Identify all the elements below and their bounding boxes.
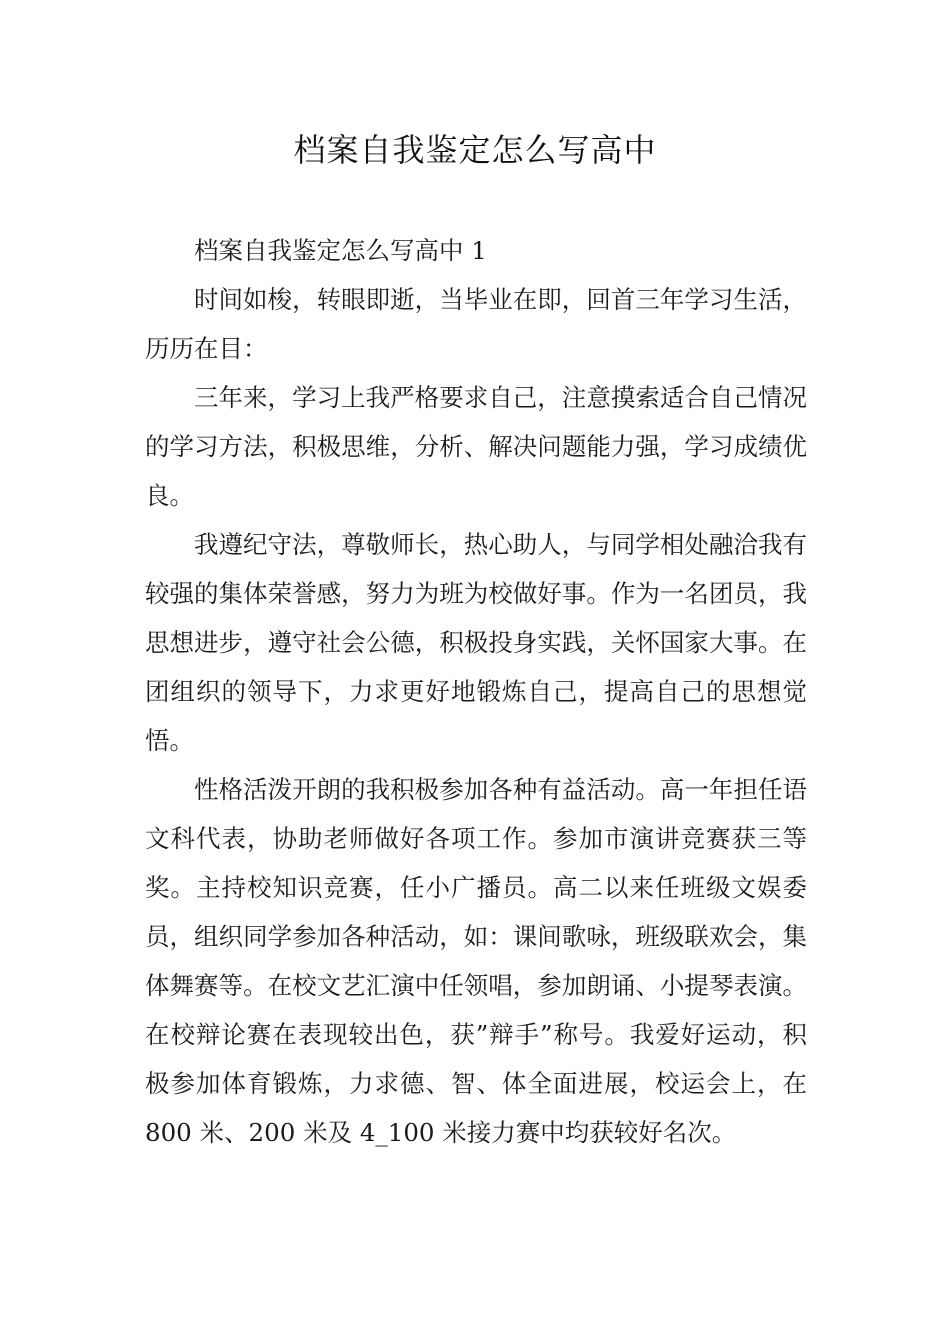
paragraph-heading: 档案自我鉴定怎么写高中 1 <box>194 236 487 265</box>
paragraph-study: 三年来，学习上我严格要求自己，注意摸索适合自己情况的学习方法，积极思维，分析、解决问题能力强，学习成绩优良。 <box>145 383 807 510</box>
paragraph-conduct: 我遵纪守法，尊敬师长，热心助人，与同学相处融洽我有较强的集体荣誉感，努力为班为校做好事。作为一名团员，我思想进步，遵守社会公德，积极投身实践，关怀国家大事。在团组织的领导下，力求更好地锻炼自己，提高自己的思想觉悟。 <box>145 530 807 755</box>
document-title: 档案自我鉴定怎么写高中 <box>293 131 657 169</box>
document-body <box>145 226 807 1157</box>
paragraph-activities: 性格活泼开朗的我积极参加各种有益活动。高一年担任语文科代表，协助老师做好各项工作。参加市演讲竞赛获三等奖。主持校知识竞赛，任小广播员。高二以来任班级文娱委员，组织同学参加各种活动，如：课间歌咏，班级联欢会，集体舞赛等。在校文艺汇演中任领唱，参加朗诵、小提琴表演。在校辩论赛在表现较出色，获”辩手”称号。我爱好运动，积极参加体育锻炼，力求德、智、体全面进展，校运会上，在 800 米、200 米及 4_100 米接力赛中均获较好名次。 <box>145 775 807 1147</box>
paragraph-intro: 时间如梭，转眼即逝，当毕业在即，回首三年学习生活，历历在目： <box>145 285 807 363</box>
